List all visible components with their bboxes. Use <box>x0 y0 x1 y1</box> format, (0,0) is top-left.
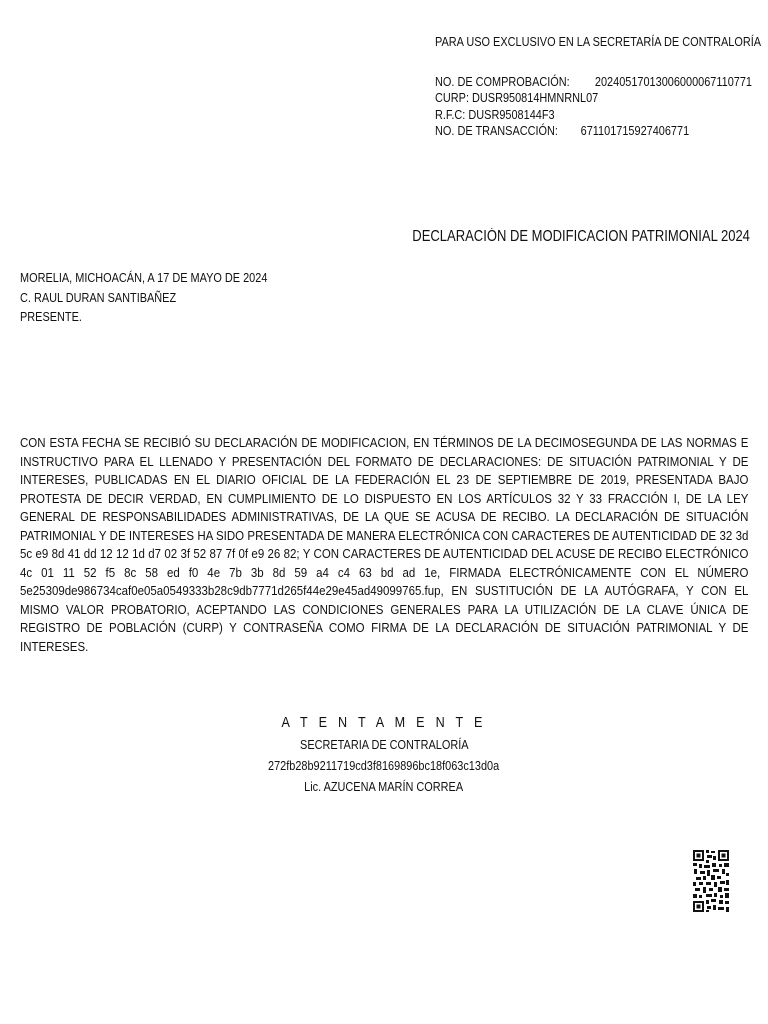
curp-value: CURP: DUSR950814HMNRNL07 <box>435 90 599 105</box>
signature-block <box>0 712 768 797</box>
atentamente: A T E N T A M E N T E <box>281 714 487 731</box>
body-paragraph: CON ESTA FECHA SE RECIBIÓ SU DECLARACIÓN DE MODIFICACION, EN TÉRMINOS DE LA DECIMOSEGUNDA DE LAS NORMAS E INSTRUCTIVO PARA EL LLENADO Y PRESENTACIÓN DEL FORMATO DE DECLARACIONES: DE SITUACIÓN PATRIMONIAL Y DE INTERESES, PUBLICADAS EN EL DIARIO OFICIAL DE LA FEDERACIÓN EL 23 DE SEPTIEMBRE DE 2019, PRESENTADA BAJO PROTESTA DE DECIR VERDAD, EN CUMPLIMIENTO DE LO DISPUESTO EN LOS ARTÍCULOS 32 Y 33 FRACCIÓN I, DE LA LEY GENERAL DE RESPONSABILIDADES ADMINISTRATIVAS, DE LA QUE SE ACUSA DE RECIBO. LA DECLARACIÓN DE SITUACIÓN PATRIMONIAL Y DE INTERESES HA SIDO PRESENTADA DE MANERA ELECTRÓNICA CON CARACTERES DE AUTENTICIDAD DE 32 3d 5c e9 8d 41 dd 12 12 1d d7 02 3f 52 87 7f 0f e9 26 82; Y CON CARACTERES DE AUTENTICIDAD DEL ACUSE DE RECIBO ELECTRÓNICO 4c 01 11 52 f5 8c 58 ed f0 4e 7b 3b 8d 59 a4 c4 63 bd ad 1e, FIRMADA ELECTRÓNICAMENTE CON EL NÚMERO 5e25309de986734caf0e05a0549333b28c9db7771d265f44e29e45ad49099765.fup, EN SUSTITUCIÓN DE LA AUTÓGRAFA, Y CON EL MISMO VALOR PROBATORIO, ACEPTANDO LAS CONDICIONES GENERALES PARA LA UTILIZACIÓN DE LA CLAVE ÚNICA DE REGISTRO DE POBLACIÓN (CURP) Y CONTRASEÑA COMO FIRMA DE LA DECLARACIÓN DE SITUACIÓN PATRIMONIAL Y DE INTERESES. <box>20 435 749 654</box>
comprobacion-label: NO. DE COMPROBACIÓN: <box>435 73 570 89</box>
transaccion-label: NO. DE TRANSACCIÓN: <box>435 123 558 138</box>
exclusive-use-notice: PARA USO EXCLUSIVO EN LA SECRETARÍA DE CONTRALORÍA <box>435 34 762 49</box>
addressee-block <box>20 268 315 327</box>
document-title: DECLARACIÓN DE MODIFICACION PATRIMONIAL 2024 <box>412 228 750 245</box>
document-title-wrap <box>348 228 750 246</box>
comprobacion-value: 20240517013006000067110771 <box>594 73 752 89</box>
addressee-name: C. RAUL DURAN SANTIBAÑEZ <box>20 289 177 305</box>
presente-line: PRESENTE. <box>20 309 82 324</box>
signature-hash: 272fb28b9211719cd3f8169896bc18f063c13d0a <box>268 758 500 773</box>
qr-code-icon <box>692 849 730 913</box>
rfc-label: R.F.C: <box>435 106 466 122</box>
signature-office: SECRETARIA DE CONTRALORÍA <box>299 737 469 752</box>
transaccion-value: 671101715927406771 <box>580 123 690 138</box>
rfc-value: DUSR9508144F3 <box>468 106 555 122</box>
place-date: MORELIA, MICHOACÁN, A 17 DE MAYO DE 2024 <box>20 270 268 285</box>
signer-name: Lic. AZUCENA MARÍN CORREA <box>304 779 464 794</box>
control-info-block <box>435 34 768 140</box>
